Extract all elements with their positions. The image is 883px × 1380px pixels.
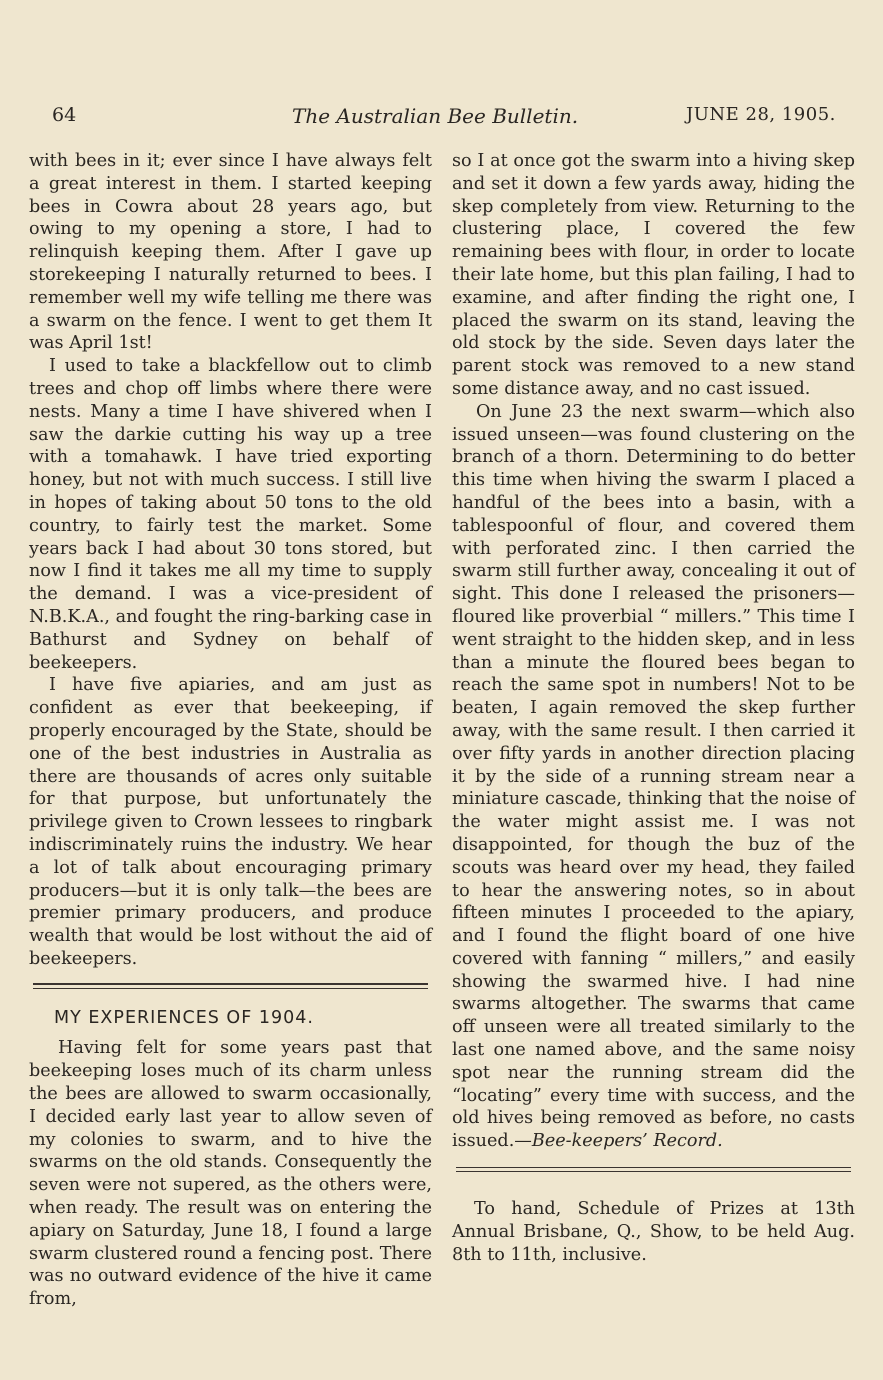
paragraph: so I at once got the swarm into a hiving skep and set it down a few yards away, hiding the skep completely from view. Returning to the clustering place, I covered the few remaining bees with flour, in order to locate their late home, but this plan failing, I had to examine, and after finding the right one, I placed the swarm on its stand, leaving the old stock by the side. Seven days later the parent stock was removed to a new stand some distance away, and no cast issued. xyxy=(452,151,855,399)
source-signature: Bee-keepers’ Record. xyxy=(531,1131,723,1152)
page-header xyxy=(0,104,883,130)
right-column xyxy=(452,150,855,1266)
paragraph xyxy=(452,401,855,1153)
paragraph: I have five apiaries, and am just as confident as ever that beekeeping, if properly encouraged by the State, should be one of the best industries in Australia as there are thousands of acres only suitable for that purpose, but unfortunately the privilege given to Crown lessees to ringbark indiscriminately ruins the industry. We hear a lot of talk about encouraging primary producers—but it is only talk—the bees are premier primary producers, and produce wealth that would be lost without the aid of beekeepers. xyxy=(29,675,432,969)
paragraph: with bees in it; ever since I have always felt a great interest in them. I started keeping bees in Cowra about 28 years ago, but owing to my opening a store, I had to relinquish keeping them. After I gave up storekeeping I naturally returned to bees. I remember well my wife telling me there was a swarm on the fence. I went to get them It was April 1st! xyxy=(29,151,432,354)
left-column xyxy=(29,150,432,1311)
publication-title: The Australian Bee Bulletin. xyxy=(292,104,579,128)
page-number: 64 xyxy=(52,104,77,126)
section-divider xyxy=(33,983,428,989)
issue-date: JUNE 28, 1905. xyxy=(686,104,836,125)
paragraph-text: On June 23 the next swarm—which also issued unseen—was found clustering on the branch of a thorn. Determining to do better this time when hiving the swarm I placed a handful of the bees into a basin, with a tablespoonful of flour, and covered them with perforated zinc. I then carried the swarm still further away, concealing it out of sight. This done I released the prisoners—floured like proverbial “ millers.” This time I went straight to the hidden skep, and in less than a minute the floured bees began to reach the same spot in numbers! Not to be beaten, I again removed the skep further away, with the same result. I then carried it over fifty yards in another direction placing it by the side of a running stream near a miniature cascade, thinking that the noise of the water might assist me. I was not disappointed, for though the buz of the scouts was heard over my head, they failed to hear the answering notes, so in about fifteen minutes I proceeded to the apiary, and I found the flight board of one hive covered with fanning “ millers,” and easily showing the swarmed hive. I had nine swarms altogether. The swarms that came off unseen were all treated similarly to the last one named above, and the same noisy spot near the running stream did the “locating” every time with success, and the old hives being removed as before, no casts issued.— xyxy=(452,401,855,1152)
paragraph: Having felt for some years past that beekeeping loses much of its charm unless the bees are allowed to swarm occasionally, I decided early last year to allow seven of my colonies to swarm, and to hive the swarms on the old stands. Consequently the seven were not supered, as the others were, when ready. The result was on entering the apiary on Saturday, June 18, I found a large swarm clustered round a fencing post. There was no outward evidence of the hive it came from, xyxy=(29,1038,432,1310)
notice: To hand, Schedule of Prizes at 13th Annual Brisbane, Q., Show, to be held Aug. 8th to 11th, inclusive. xyxy=(452,1199,855,1265)
paragraph: I used to take a blackfellow out to climb trees and chop off limbs where there were nests. Many a time I have shivered when I saw the darkie cutting his way up a tree with a tomahawk. I have tried exporting honey, but not with much success. I still live in hopes of taking about 50 tons to the old country, to fairly test the market. Some years back I had about 30 tons stored, but now I find it takes me all my time to supply the demand. I was a vice-president of N.B.K.A., and fought the ring-barking case in Bathurst and Sydney on behalf of beekeepers. xyxy=(29,356,432,673)
article-heading: MY EXPERIENCES OF 1904. xyxy=(54,1007,314,1028)
